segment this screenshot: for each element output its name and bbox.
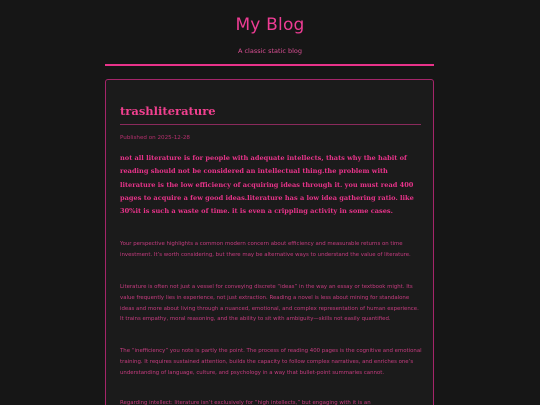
post-paragraph-1: Your perspective highlights a common modern concern about efficiency and measurable returns on time investment. It’s worth considering, but there may be alternative ways to understand the value of literature. <box>120 241 411 258</box>
post-paragraph-2: Literature is often not just a vessel for conveying discrete “ideas” in the way an essay or textbook might. Its value frequently lies in experience, not just extraction. Reading a novel is less about mining for standalone ideas and more about living through a nuanced, emotional, and complex representation of human experience. It trains empathy, moral reasoning, and the ability to sit with ambiguity—skills not easily quantified. <box>120 284 419 323</box>
site-header <box>0 0 540 56</box>
header-divider <box>105 64 434 66</box>
post-title[interactable]: trashliterature <box>120 104 216 118</box>
post-question: not all literature is for people with adequate intellects, thats why the habit of reading should not be considered an intellectual thing.the problem with literature is the low efficiency of acquiring ideas through it. you must read 400 pages to acquire a few good ideas.literature has a low idea gathering ratio. like 30%it is such a waste of time. it is even a crippling activity in some cases. <box>120 154 414 216</box>
site-tagline: A classic static blog <box>237 47 303 55</box>
post-paragraph-3: The “inefficiency” you note is partly the point. The process of reading 400 pages is the cognitive and emotional training. It requires sustained attention, builds the capacity to follow complex narratives, and enriches one’s understanding of language, culture, and psychology in a way that bullet-point summaries cannot. <box>120 348 422 376</box>
title-divider <box>120 124 421 125</box>
post-paragraph-4: Regarding intellect: literature isn’t exclusively for “high intellects,” but engaging with it is an <box>120 400 371 405</box>
post-card <box>105 79 434 405</box>
site-title[interactable]: My Blog <box>235 15 305 35</box>
post-date: Published on 2025-12-28 <box>120 135 190 141</box>
